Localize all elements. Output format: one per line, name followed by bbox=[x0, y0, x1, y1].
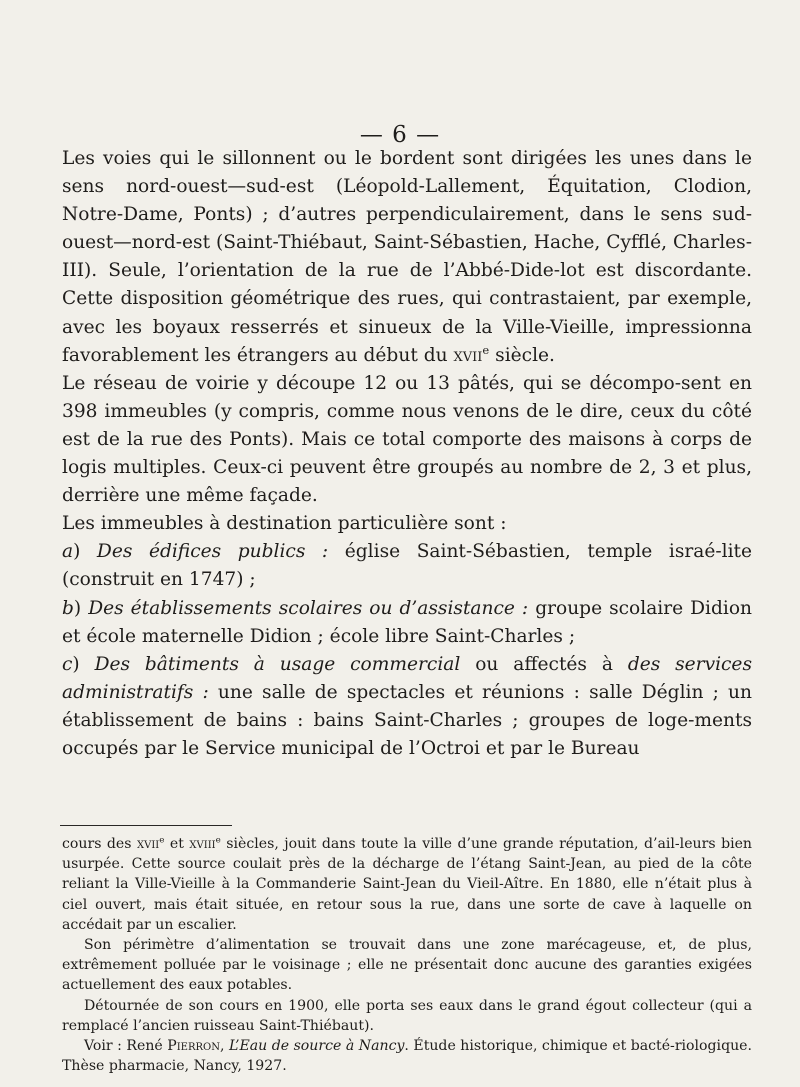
list-label-a: Des édifices publics : bbox=[96, 541, 329, 563]
list-item-b: b) Des établissements scolaires ou d’assistance : groupe scolaire Didion et école maternelle Didion ; école libre Saint-Charles ; bbox=[62, 597, 753, 647]
footnote-separator bbox=[60, 825, 232, 826]
list-mid-c: ou affectés à bbox=[460, 653, 628, 675]
footnote-reference bbox=[62, 1036, 752, 1076]
century-superscript: e bbox=[159, 835, 165, 846]
footnote-text: cours des bbox=[62, 836, 137, 852]
list-text-b: groupe scolaire Didion et école maternelle Didion ; école libre Saint-Charles ; bbox=[62, 597, 753, 647]
paragraph-street-orientation bbox=[62, 145, 752, 370]
list-label2-c: des services administratifs : bbox=[62, 653, 752, 703]
footnote-text: , bbox=[220, 1038, 229, 1055]
century-numeral: xvii bbox=[137, 836, 160, 852]
paragraph-text-end: siècle. bbox=[489, 344, 555, 366]
list-marker-a: a bbox=[62, 541, 74, 563]
century-superscript: e bbox=[482, 342, 490, 357]
century-superscript: e bbox=[215, 835, 221, 846]
footnote-text: et bbox=[164, 836, 190, 852]
list-label-b: Des établissements scolaires ou d’assistance : bbox=[88, 597, 529, 619]
footnote-text: siècles, jouit dans toute la ville d’une grande réputation, d’ail-leurs bien usurpée. Cette source coulait près de la décharge de l’étang Saint-Jean, au pied de la côte reliant la Ville-Vieille à la Commanderie Saint-Jean du Vieil-Aître. En 1880, elle n’était plus à ciel ouvert, mais était située, en retour sous la rue, dans une sorte de cave à laquelle on accédait par un escalier. bbox=[62, 836, 753, 933]
list-label-c: Des bâtiments à usage commercial bbox=[94, 653, 461, 675]
list-item-a: a) Des édifices publics : église Saint-Sébastien, temple israé-lite (construit en 1747) ; bbox=[62, 541, 752, 591]
footnote-paragraph-2: Son périmètre d’alimentation se trouvait dans une zone marécageuse, et, de plus, extrêmement polluée par le voisinage ; elle ne présentait donc aucune des garanties exigées actuellement des eaux potables. bbox=[62, 937, 752, 994]
footnote-paragraph-1 bbox=[62, 834, 752, 935]
list-item-c: c) Des bâtiments à usage commercial ou affectés à des services administratifs : une salle de spectacles et réunions : salle Déglin ; un établissement de bains : bains Saint-Charles ; groupes de loge-ments occupés par le Service municipal de l’Octroi et par le Bureau bbox=[62, 653, 753, 759]
footnote-text: Voir : René bbox=[84, 1038, 168, 1055]
footnotes bbox=[62, 834, 752, 1076]
century-numeral: xviii bbox=[189, 836, 216, 852]
paragraph-text: Les voies qui le sillonnent ou le bordent sont dirigées les unes dans le sens nord-ouest—sud-est (Léopold-Lallement, Équitation, Clodion, Notre-Dame, Ponts) ; d’autres perpendiculairement, dans le sens sud-ouest—nord-est (Saint-Thiébaut, Saint-Sébastien, Hache, Cyfflé, Charles-III). Seule, l’orientation de la rue de l’Abbé-Dide-lot est discordante. Cette disposition géométrique des rues, qui contrastaient, par exemple, avec les boyaux resserrés et sinueux de la Ville-Vieille, impressionna favorablement les étrangers au début du bbox=[62, 148, 752, 366]
page-number: — 6 — bbox=[359, 122, 441, 148]
list-text-c: une salle de spectacles et réunions : salle Déglin ; un établissement de bains : bains Saint-Charles ; groupes de loge-ments occupés par le Service municipal de l’Octroi et par le Bureau bbox=[62, 681, 753, 759]
list-marker-c: c bbox=[62, 653, 73, 675]
paragraph-road-network: Le réseau de voirie y découpe 12 ou 13 pâtés, qui se décompo-sent en 398 immeubles (y compris, comme nous venons de le dire, ceux du côté est de la rue des Ponts). Mais ce total comporte des maisons à corps de logis multiples. Ceux-ci peuvent être groupés au nombre de 2, 3 et plus, derrière une même façade. bbox=[62, 372, 752, 507]
footnote-text: . Étude historique, chimique et bacté-riologique. Thèse pharmacie, Nancy, 1927. bbox=[62, 1038, 752, 1075]
century-numeral: xvii bbox=[453, 344, 483, 366]
reference-author: Pierron bbox=[167, 1038, 220, 1055]
main-text bbox=[62, 145, 752, 763]
list-marker-b: b bbox=[62, 597, 74, 619]
list-text-a: église Saint-Sébastien, temple israé-lite (construit en 1747) ; bbox=[62, 541, 752, 591]
reference-title: L’Eau de source à Nancy bbox=[228, 1038, 405, 1055]
paragraph-list-intro: Les immeubles à destination particulière sont : bbox=[62, 513, 507, 535]
footnote-paragraph-3: Détournée de son cours en 1900, elle porta ses eaux dans le grand égout collecteur (qui a remplacé l’ancien ruisseau Saint-Thiébaut). bbox=[62, 997, 752, 1034]
